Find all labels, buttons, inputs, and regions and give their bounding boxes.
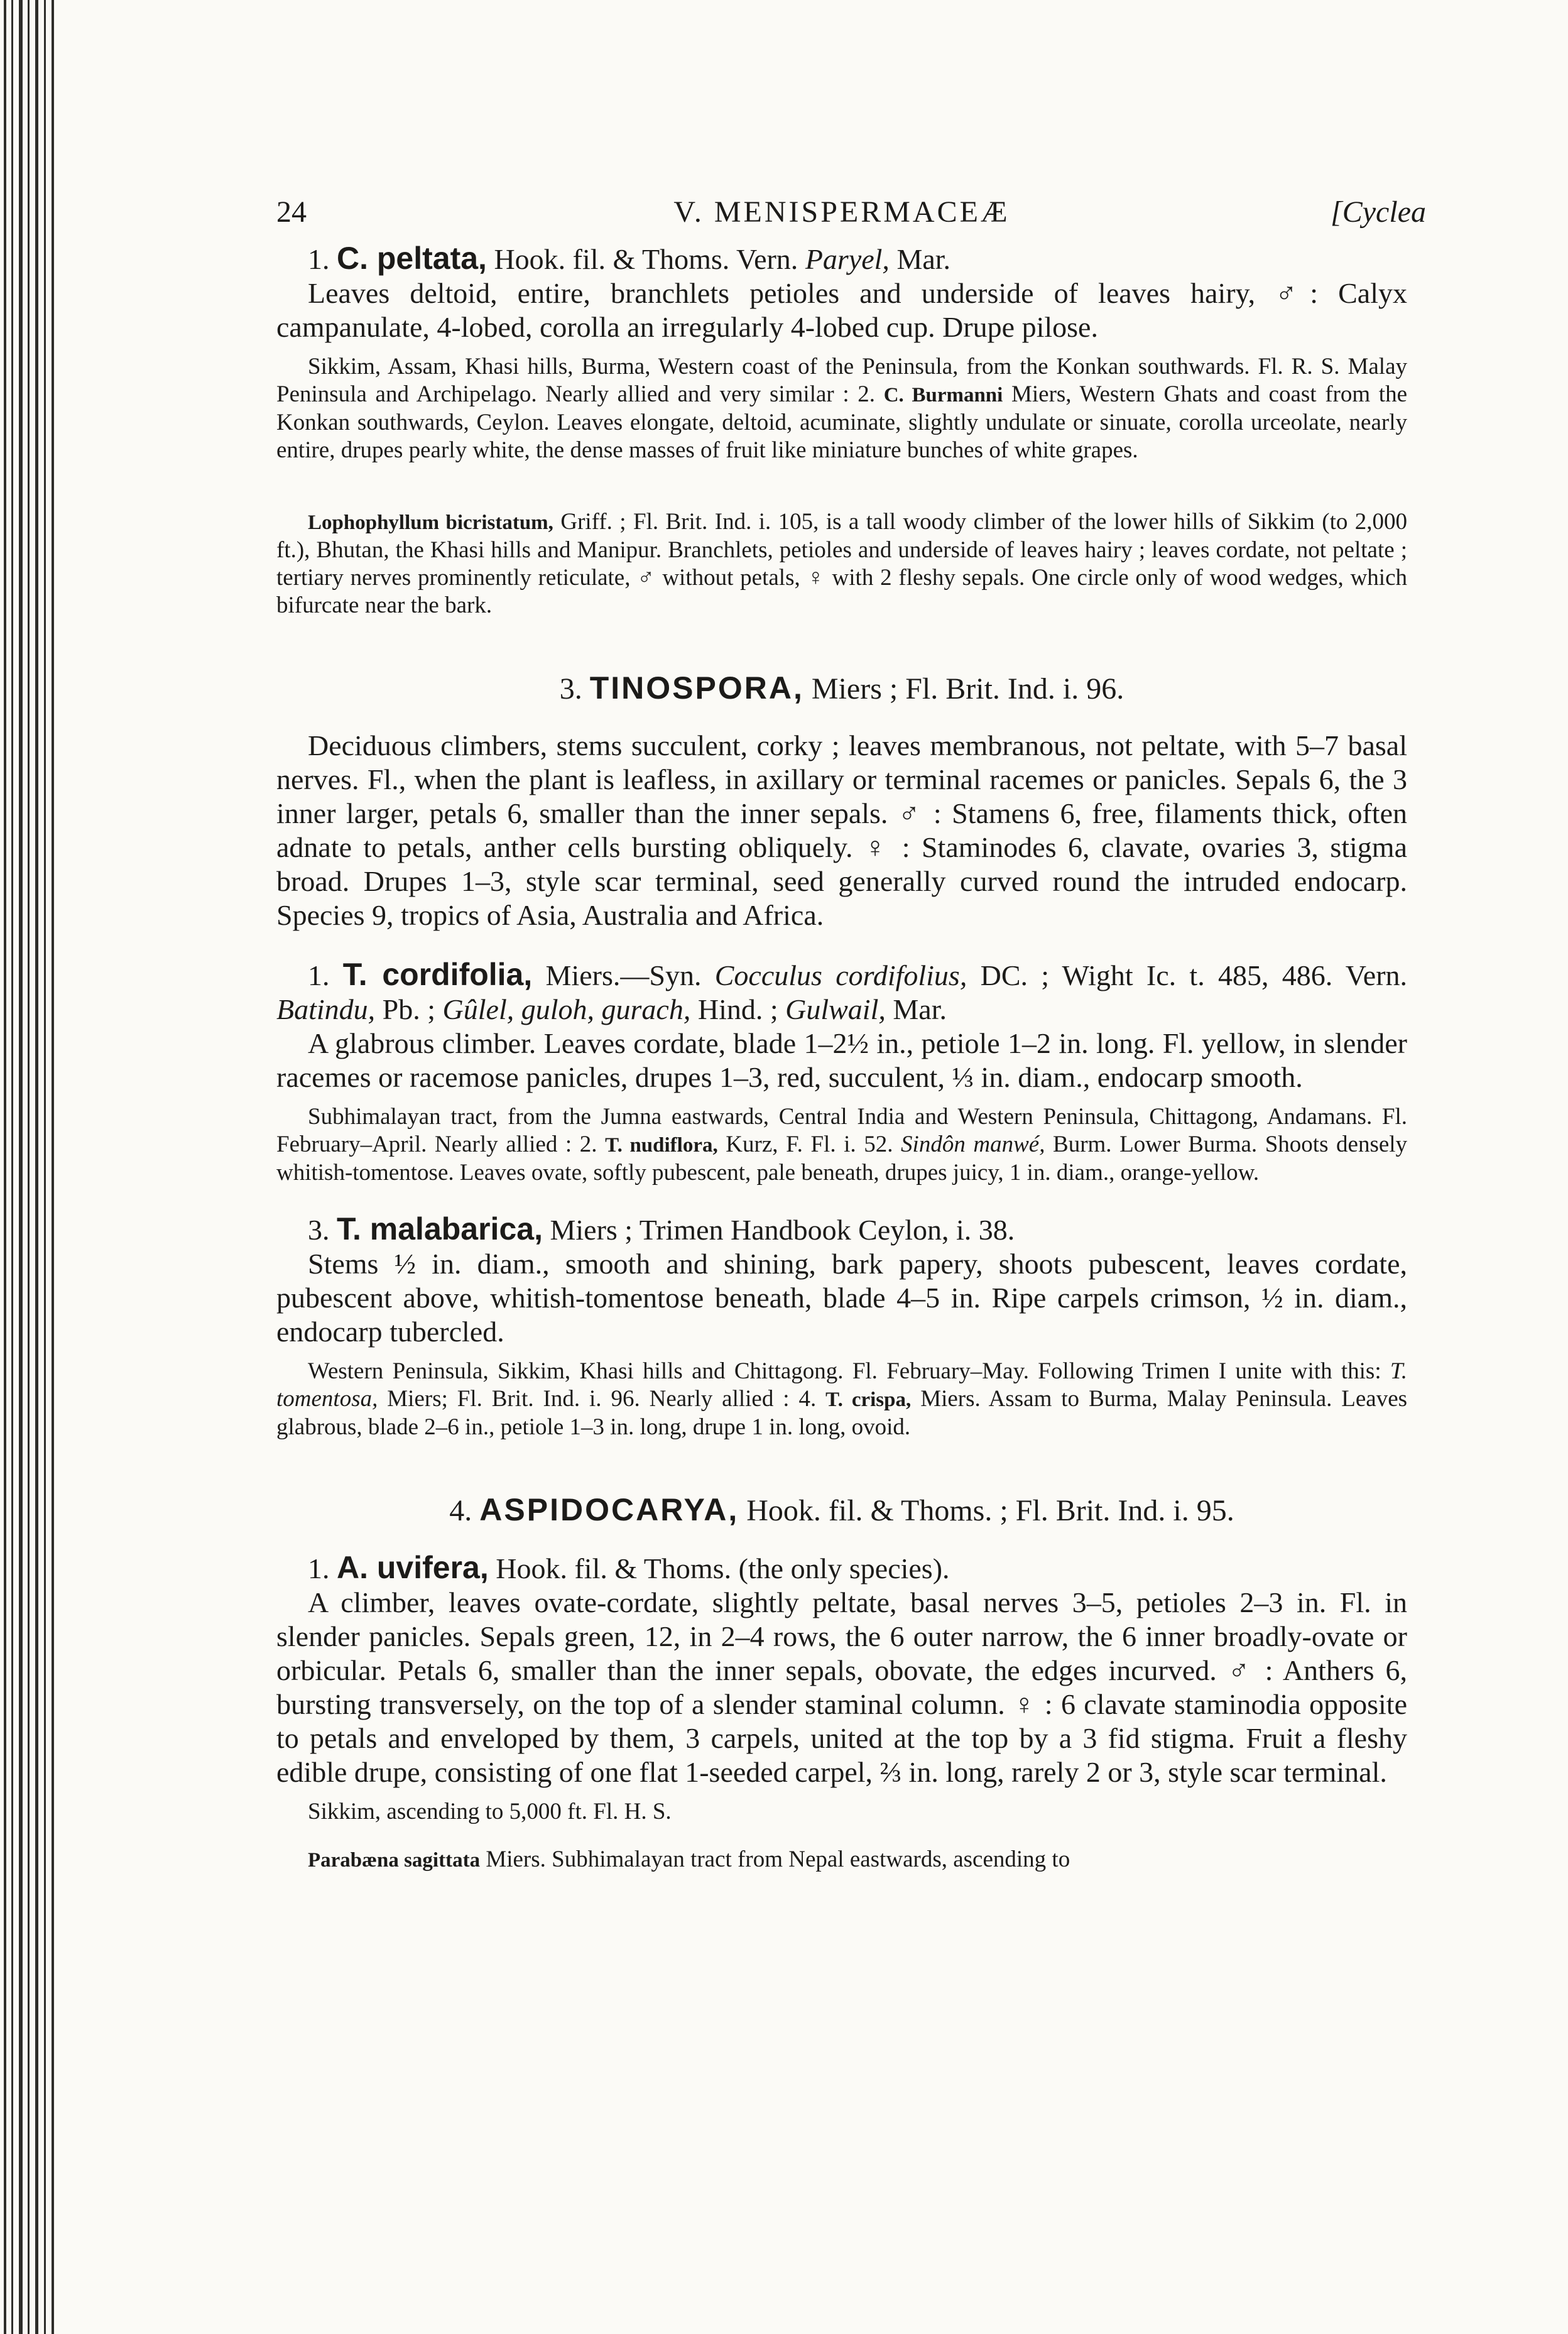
species-heading-malabarica: 3. T. malabarica, Miers ; Trimen Handbook Ceylon, i. 38. bbox=[308, 1211, 1015, 1246]
species-name: C. peltata, bbox=[337, 241, 487, 276]
genus-heading-aspidocarya: 4. ASPIDOCARYA, Hook. fil. & Thoms. ; Fl. Brit. Ind. i. 95. bbox=[449, 1492, 1234, 1527]
species-description: A glabrous climber. Leaves cordate, blade 1–2½ in., petiole 1–2 in. long. Fl. yellow, in slender racemes or racemose panicles, drupes 1–3, red, succulent, ⅓ in. diam., endocarp smooth. bbox=[276, 1027, 1407, 1093]
species-heading-uvifera: 1. A. uvifera, Hook. fil. & Thoms. (the only species). bbox=[308, 1550, 950, 1585]
species-distribution: Subhimalayan tract, from the Jumna eastwards, Central India and Western Peninsula, Chittagong, Andamans. Fl. February–April. Nearly allied : 2. T. nudiflora, Kurz, F. Fl. i. 52. Sindôn manwé, Burm. Lower Burma. Shoots densely whitish-tomentose. Leaves ovate, softly pubescent, pale beneath, drupes juicy, 1 in. diam., orange-yellow. bbox=[276, 1104, 1408, 1186]
book-binding-edge bbox=[0, 0, 60, 2334]
parabaena-note: Parabæna sagittata Miers. Subhimalayan tract from Nepal eastwards, ascending to bbox=[308, 1846, 1070, 1872]
genus-heading-tinospora: 3. TINOSPORA, Miers ; Fl. Brit. Ind. i. 96. bbox=[559, 670, 1124, 706]
species-description: A climber, leaves ovate-cordate, slightly peltate, basal nerves 3–5, petioles 2–3 in. Fl. in slender panicles. Sepals green, 12, in 2–4 rows, the 6 outer narrow, the 6 inner broadly-ovate or orbicular. Petals 6, smaller than the inner sepals, obovate, the edges incurved. ♂ : Anthers 6, bursting transversely, on the top of a slender staminal column. ♀ : 6 clavate staminodia opposite to petals and enveloped by them, 3 carpels, united at the top by a 3 fid stigma. Fruit a fleshy edible drupe, consisting of one flat 1-seeded carpel, ⅔ in. long, rarely 2 or 3, style scar terminal. bbox=[276, 1586, 1407, 1788]
genus-name: TINOSPORA, bbox=[589, 670, 804, 706]
species-description: Leaves deltoid, entire, branchlets petioles and underside of leaves hairy, ♂: Calyx campanulate, 4-lobed, corolla an irregularly 4-lobed cup. Drupe pilose. bbox=[276, 277, 1407, 343]
species-distribution: Western Peninsula, Sikkim, Khasi hills and Chittagong. Fl. February–May. Following Trimen I unite with this: T. tomentosa, Miers; Fl. Brit. Ind. i. 96. Nearly allied : 4. T. crispa, Miers. Assam to Burma, Malay Peninsula. Leaves glabrous, blade 2–6 in., petiole 1–3 in. long, drupe 1 in. long, ovoid. bbox=[276, 1358, 1408, 1440]
lophophyllum-note: Lophophyllum bicristatum, Griff. ; Fl. Brit. Ind. i. 105, is a tall woody climber of the lower hills of Sikkim (to 2,000 ft.), Bhutan, the Khasi hills and Manipur. Branchlets, petioles and underside of leaves hairy ; leaves cordate, not peltate ; tertiary nerves prominently reticulate, ♂ without petals, ♀ with 2 fleshy sepals. One circle only of wood wedges, which bifurcate near the bark. bbox=[276, 509, 1408, 618]
species-name: A. uvifera, bbox=[337, 1550, 489, 1585]
species-distribution: Sikkim, Assam, Khasi hills, Burma, Western coast of the Peninsula, from the Konkan southwards. Fl. R. S. Malay Peninsula and Archipelago. Nearly allied and very similar : 2. C. Burmanni Miers, Western Ghats and coast from the Konkan southwards, Ceylon. Leaves elongate, deltoid, acuminate, slightly undulate or sinuate, corolla urceolate, nearly entire, drupes pearly white, the dense masses of fruit like miniature bunches of white grapes. bbox=[276, 354, 1407, 463]
page-header bbox=[276, 182, 1426, 239]
book-page bbox=[276, 182, 1426, 1874]
species-description: Stems ½ in. diam., smooth and shining, bark papery, shoots pubescent, leaves cordate, pubescent above, whitish-tomentose beneath, blade 4–5 in. Ripe carpels crimson, ½ in. diam., endocarp tubercled. bbox=[276, 1248, 1407, 1348]
species-name: T. cordifolia, bbox=[342, 957, 533, 992]
species-heading-cyclea-peltata: 1. C. peltata, Hook. fil. & Thoms. Vern. Paryel, Mar. bbox=[308, 241, 951, 276]
species-heading-cordifolia: 1. T. cordifolia, Miers.—Syn. Cocculus cordifolius, DC. ; Wight Ic. t. 485, 486. Vern. Batindu, Pb. ; Gûlel, guloh, gurach, Hind. ; Gulwail, Mar. bbox=[276, 957, 1408, 1025]
running-title: [Cyclea bbox=[1331, 195, 1426, 229]
chapter-title: V. MENISPERMACEÆ bbox=[673, 195, 1010, 229]
genus-name: ASPIDOCARYA, bbox=[479, 1492, 739, 1527]
page-number: 24 bbox=[276, 195, 307, 229]
genus-description: Deciduous climbers, stems succulent, corky ; leaves membranous, not peltate, with 5–7 basal nerves. Fl., when the plant is leafless, in axillary or terminal racemes or panicles. Sepals 6, the 3 inner larger, petals 6, smaller than the inner sepals. ♂ : Stamens 6, free, filaments thick, often adnate to petals, anther cells bursting obliquely. ♀ : Staminodes 6, clavate, ovaries 3, stigma broad. Drupes 1–3, style scar terminal, seed generally curved round the intruded endocarp. Species 9, tropics of Asia, Australia and Africa. bbox=[276, 729, 1407, 931]
species-name: T. malabarica, bbox=[337, 1211, 543, 1246]
species-distribution: Sikkim, ascending to 5,000 ft. Fl. H. S. bbox=[308, 1799, 672, 1824]
